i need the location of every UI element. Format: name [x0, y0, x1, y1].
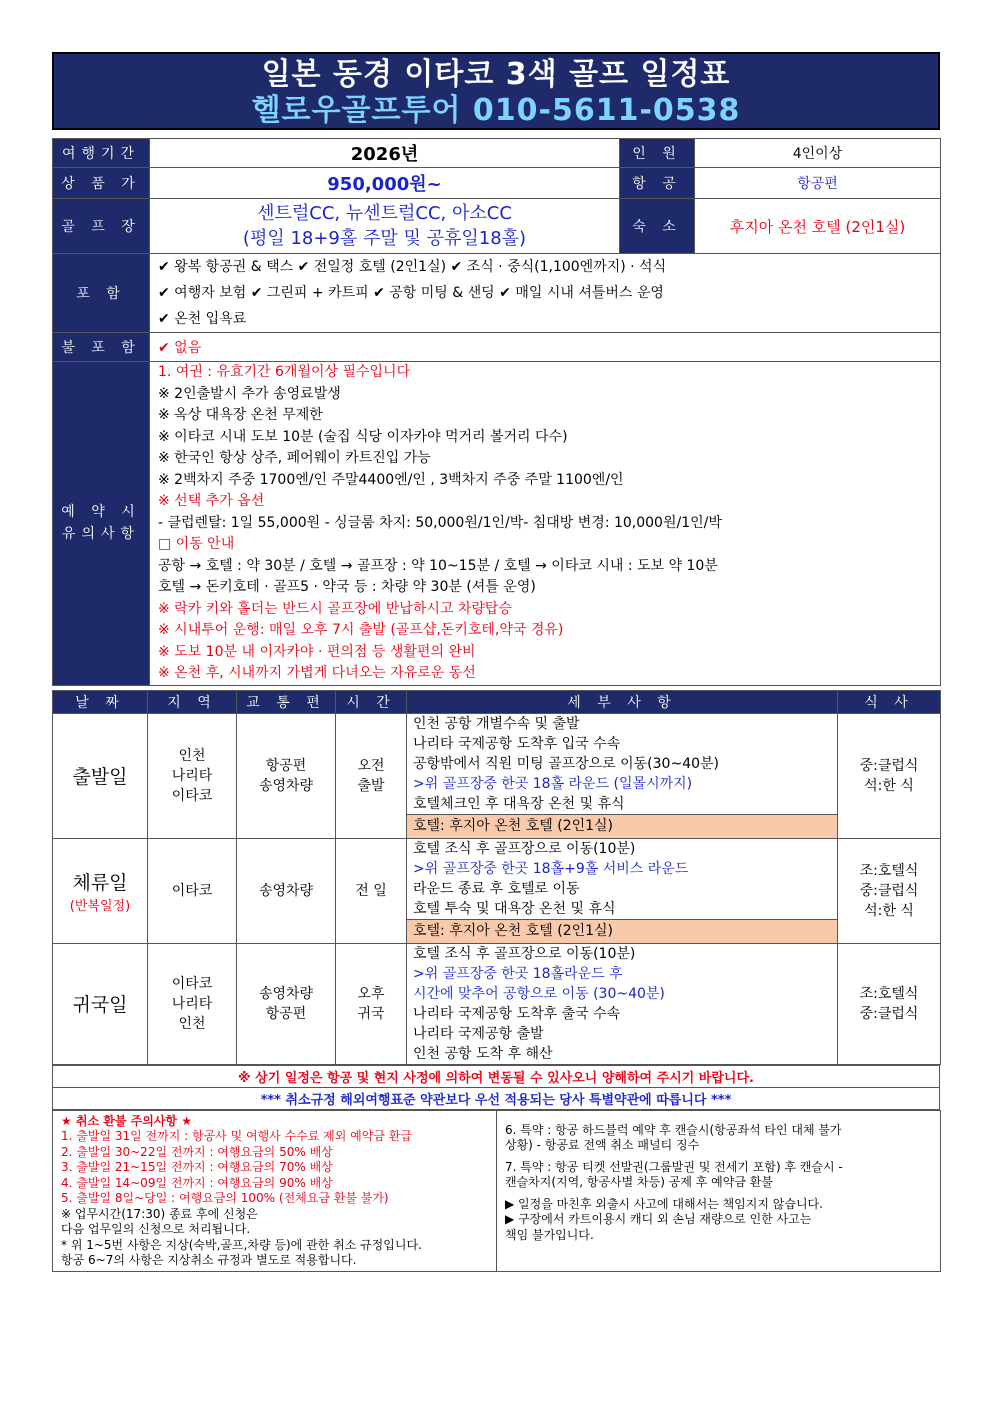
refund-line: 4. 출발일 14~09일 전까지 : 여행요금의 90% 배상	[61, 1175, 333, 1190]
col-region: 지 역	[148, 690, 237, 713]
golf-value	[150, 199, 620, 254]
note-line: 1. 여권 : 유효기간 6개월이상 필수입니다	[158, 364, 411, 380]
contact-line: 헬로우골프투어 010-5611-0538	[251, 93, 741, 128]
refund-line: 책임 불가입니다.	[505, 1227, 594, 1242]
refund-left	[53, 1110, 497, 1271]
day-row-2	[53, 838, 941, 943]
period-label: 여행기간	[53, 139, 150, 168]
refund-table	[52, 1110, 941, 1272]
note-line: ※ 이타코 시내 도보 10분 (술집 식당 이자카야 먹거리 볼거리 다수)	[158, 428, 568, 445]
transport-line: 송영차량	[258, 777, 314, 794]
detail-line: 라운드 종료 후 호텔로 이동	[413, 880, 580, 897]
region-line: 인천	[178, 747, 206, 764]
note-line: 공항 → 호텔 : 약 30분 / 호텔 → 골프장 : 약 10~15분 / 호텔 → 이타코 시내 : 도보 약 10분	[158, 557, 718, 574]
meals-cell	[838, 713, 941, 838]
notes-label-line: 예 약 시	[61, 504, 141, 521]
detail-line: 공항밖에서 직원 미팅 골프장으로 이동(30~40분)	[413, 755, 719, 772]
region-line: 나리타	[171, 767, 213, 784]
notice-table	[52, 1065, 940, 1110]
meals-cell	[838, 838, 941, 943]
region-line: 나리타	[171, 995, 213, 1012]
golf-label: 골 프 장	[53, 199, 150, 254]
refund-line: ※ 업무시간(17:30) 종료 후에 신청은	[61, 1206, 258, 1221]
day-label: 귀국일	[53, 943, 148, 1064]
time-cell	[336, 943, 407, 1064]
period-value: 2026년	[150, 139, 620, 168]
details-cell	[407, 943, 838, 1064]
refund-line: 3. 출발일 21~15일 전까지 : 여행요금의 70% 배상	[61, 1160, 333, 1174]
exclude-value: ✔ 없음	[150, 333, 941, 362]
transport-line: 항공편	[265, 757, 307, 774]
people-value: 4인이상	[695, 139, 941, 168]
price-value: 950,000원~	[150, 168, 620, 199]
note-line: - 클럽렌탈: 1일 55,000원 - 싱글룸 차지: 50,000원/1인/박- 침대방 변경: 10,000원/1인/박	[158, 514, 722, 531]
time-cell	[336, 838, 407, 943]
detail-line: 나리타 국제공항 도착후 출국 수속	[413, 1005, 621, 1022]
day-label: 출발일	[53, 713, 148, 838]
hotel-value: 후지아 온천 호텔 (2인1실)	[695, 199, 941, 254]
region-line: 이타코	[171, 882, 213, 899]
refund-line: 캔슬차지(지역, 항공사별 차등) 공제 후 예약금 환불	[505, 1175, 773, 1189]
page-title: 일본 동경 이타코 3색 골프 일정표	[261, 57, 731, 92]
golf-courses: 센트럴CC, 뉴센트럴CC, 아소CC	[257, 203, 512, 224]
notes-list	[150, 362, 941, 686]
detail-line: >위 골프장중 한곳 18홀라운드 후	[413, 965, 623, 982]
detail-line: 인천 공항 개별수속 및 출발	[413, 715, 580, 732]
time-cell	[336, 713, 407, 838]
note-line: ※ 도보 10분 내 이자카야 · 편의점 등 생활편의 완비	[158, 643, 476, 660]
time-line: 오후	[357, 985, 385, 1002]
note-line: □ 이동 안내	[158, 536, 235, 552]
meal-line: 중:클럽식	[859, 882, 919, 899]
include-label: 포 함	[53, 254, 150, 333]
note-line: ※ 선택 추가 옵션	[158, 493, 265, 509]
details-cell	[407, 713, 838, 838]
note-line: ※ 옥상 대욕장 온천 무제한	[158, 407, 323, 423]
detail-line: 인천 공항 도착 후 해산	[413, 1045, 553, 1062]
hotel-label: 숙 소	[620, 199, 695, 254]
details-cell	[407, 838, 838, 943]
col-date: 날 짜	[53, 690, 148, 713]
detail-line: >위 골프장중 한곳 18홀 라운드 (일몰시까지)	[413, 775, 693, 792]
time-line: 귀국	[357, 1005, 385, 1022]
note-line: ※ 2백차지 주중 1700엔/인 주말4400엔/인 , 3백차지 주중 주말 1100엔/인	[158, 471, 624, 488]
refund-line: 1. 출발일 31일 전까지 : 항공사 및 여행사 수수료 제외 예약금 환급	[61, 1129, 412, 1143]
exclude-label: 불 포 함	[53, 333, 150, 362]
refund-line: 다음 업무일의 신청으로 처리됩니다.	[61, 1222, 251, 1236]
include-list	[150, 254, 941, 333]
refund-line: 7. 특약 : 항공 티켓 선발권(그룹발권 및 전세기 포함) 후 캔슬시 -	[505, 1159, 843, 1174]
refund-line: 5. 출발일 8일~당일 : 여행요금의 100% (전체요금 환불 불가)	[61, 1191, 389, 1205]
itinerary-document	[52, 52, 940, 1272]
notes-label	[53, 362, 150, 686]
transport-line: 송영차량	[258, 985, 314, 1002]
day-row-1	[53, 713, 941, 838]
include-item: ✔ 왕복 항공권 & 택스 ✔ 전일정 호텔 (2인1실) ✔ 조식 · 중식(1,100엔까지) · 석식	[158, 259, 667, 275]
rule-notice: *** 취소규정 해외여행표준 약관보다 우선 적용되는 당사 특별약관에 따릅니다 ***	[53, 1087, 940, 1109]
note-line: ※ 2인출발시 추가 송영료발생	[158, 385, 341, 402]
time-line: 오전	[357, 757, 385, 774]
refund-line: 2. 출발일 30~22일 전까지 : 여행요금의 50% 배상	[61, 1144, 333, 1159]
meal-line: 중:클럽식	[859, 757, 919, 774]
note-line: ※ 한국인 항상 상주, 페어웨이 카트진입 가능	[158, 450, 431, 466]
time-line: 출발	[357, 777, 385, 794]
meal-line: 조:호텔식	[859, 862, 919, 879]
change-notice: ※ 상기 일정은 항공 및 현지 사정에 의하여 변동될 수 있사오니 양해하여 주시기 바랍니다.	[53, 1065, 940, 1087]
detail-line: 호텔체크인 후 대욕장 온천 및 휴식	[413, 795, 625, 812]
region-line: 인천	[178, 1015, 206, 1032]
transport-cell	[237, 943, 336, 1064]
meal-line: 석:한 식	[864, 902, 914, 919]
day-label-text: 체류일	[72, 871, 128, 894]
repeat-note: (반복일정)	[69, 898, 131, 914]
transport-line: 항공편	[265, 1005, 307, 1022]
note-line: ※ 시내투어 운행: 매일 오후 7시 출발 (골프샵,돈키호테,약국 경유)	[158, 622, 564, 638]
transport-line: 송영차량	[258, 882, 314, 899]
detail-line: 나리타 국제공항 도착후 입국 수속	[413, 735, 621, 752]
meals-cell	[838, 943, 941, 1064]
time-line: 전 일	[355, 882, 387, 899]
region-cell	[148, 713, 237, 838]
region-cell	[148, 943, 237, 1064]
refund-right	[497, 1110, 941, 1271]
include-item: ✔ 온천 입욕료	[158, 311, 247, 327]
golf-holes: (평일 18+9홀 주말 및 공휴일18홀)	[242, 228, 527, 249]
col-meals: 식 사	[838, 690, 941, 713]
refund-line: 항공 6~7의 사항은 지상취소 규정과 별도로 적용합니다.	[61, 1253, 357, 1267]
detail-line: 나리타 국제공항 출발	[413, 1025, 544, 1042]
schedule-table	[52, 690, 941, 1065]
detail-line: 호텔 조식 후 골프장으로 이동(10분)	[413, 945, 636, 962]
col-time: 시 간	[336, 690, 407, 713]
meal-line: 조:호텔식	[859, 985, 919, 1002]
notes-label-line: 유의사항	[61, 526, 141, 543]
air-value: 항공편	[695, 168, 941, 199]
note-line: ※ 온천 후, 시내까지 가볍게 다녀오는 자유로운 동선	[158, 665, 476, 681]
detail-line: 호텔 조식 후 골프장으로 이동(10분)	[413, 840, 636, 857]
day-label	[53, 838, 148, 943]
hotel-line: 호텔: 후지아 온천 호텔 (2인1실)	[407, 814, 837, 838]
note-line: 호텔 → 돈키호테 · 골프5 · 약국 등 : 차량 약 30분 (셔틀 운영)	[158, 579, 536, 595]
detail-line: 호텔 투숙 및 대욕장 온천 및 휴식	[413, 900, 616, 917]
meal-line: 석:한 식	[864, 777, 914, 794]
refund-line: 상황) - 항공료 전액 취소 패널티 징수	[505, 1138, 700, 1152]
meal-line: 중:클럽식	[859, 1005, 919, 1022]
detail-line: >위 골프장중 한곳 18홀+9홀 서비스 라운드	[413, 860, 689, 877]
note-line: ※ 락카 키와 홀더는 반드시 골프장에 반납하시고 차량탑승	[158, 600, 512, 617]
detail-line: 시간에 맞추어 공항으로 이동 (30~40분)	[413, 985, 665, 1002]
transport-cell	[237, 713, 336, 838]
air-label: 항 공	[620, 168, 695, 199]
col-transport: 교 통 편	[237, 690, 336, 713]
schedule-header	[53, 690, 941, 713]
refund-line: 6. 특약 : 항공 하드블럭 예약 후 캔슬시(항공좌석 타인 대체 불가	[505, 1122, 842, 1137]
day-row-3	[53, 943, 941, 1064]
col-details: 세 부 사 항	[407, 690, 838, 713]
region-line: 이타코	[171, 975, 213, 992]
refund-line: ▶ 일정을 마친후 외출시 사고에 대해서는 책임지지 않습니다.	[505, 1196, 823, 1211]
refund-line: ★ 취소 환불 주의사항 ★	[61, 1113, 192, 1128]
hotel-line: 호텔: 후지아 온천 호텔 (2인1실)	[407, 919, 837, 943]
transport-cell	[237, 838, 336, 943]
price-label: 상 품 가	[53, 168, 150, 199]
people-label: 인 원	[620, 139, 695, 168]
region-line: 이타코	[171, 787, 213, 804]
region-cell	[148, 838, 237, 943]
refund-line: ▶ 구장에서 카트이용시 캐디 외 손님 재량으로 인한 사고는	[505, 1212, 812, 1226]
refund-line: * 위 1~5번 사항은 지상(숙박,골프,차량 등)에 관한 취소 규정입니다.	[61, 1237, 422, 1252]
title-banner	[52, 52, 940, 130]
info-table	[52, 138, 941, 686]
include-item: ✔ 여행자 보험 ✔ 그린피 + 카트피 ✔ 공항 미팅 & 샌딩 ✔ 매일 시내 셔틀버스 운영	[158, 285, 664, 301]
